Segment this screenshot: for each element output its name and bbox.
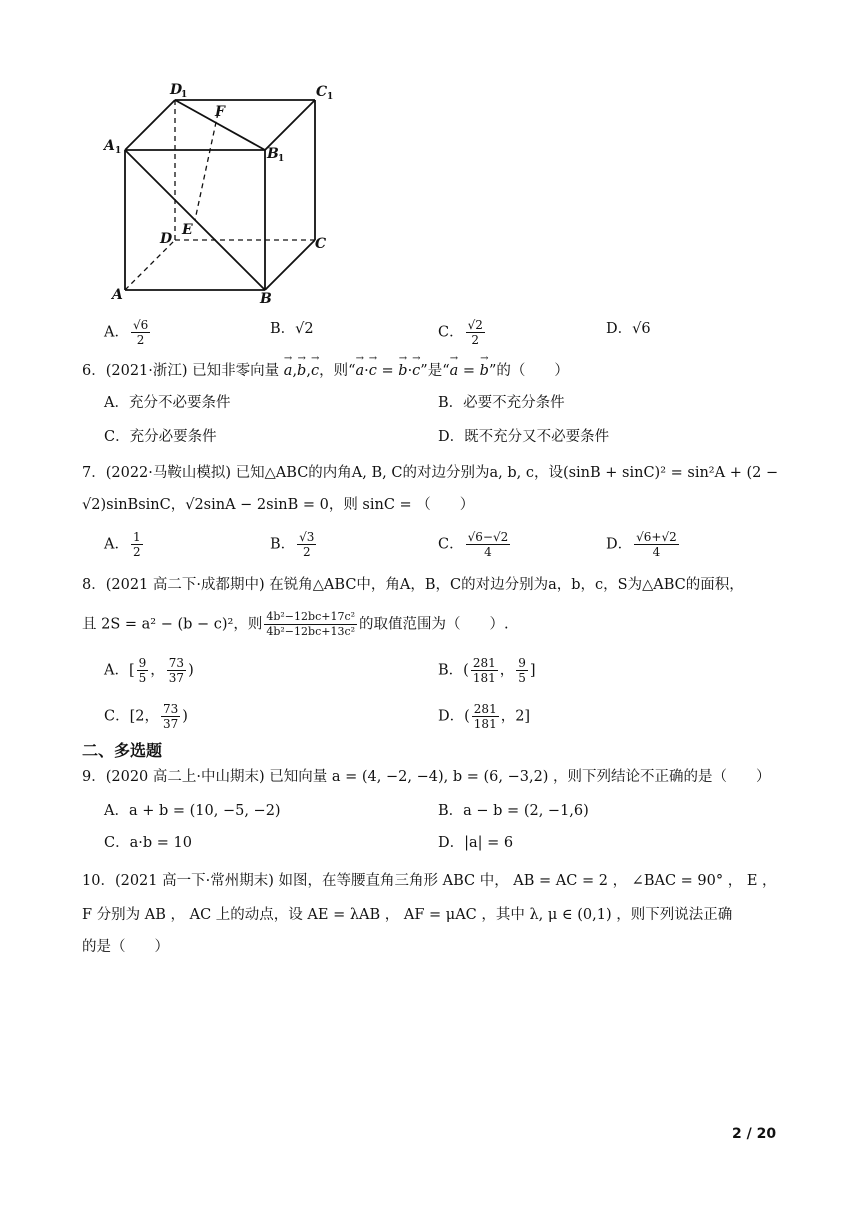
q7-stem-line2: √2)sinBsinC，√2sinA − 2sinB = 0，则 sinC = （ ） bbox=[82, 497, 475, 513]
q8-stem-line2: 且 2S = a² − (b − c)²，则 $\frac{\text{4b²−12bc+17c²}}{\text{4b²−12bc+13c²}}$ 的取值范围为（ ）. bbox=[82, 610, 509, 638]
label-b1: B bbox=[267, 146, 279, 162]
q9-option-d: D．|a| = 6 bbox=[438, 835, 514, 851]
q9-stem: 9．(2020 高二上·中山期末) 已知向量 a = (4, −2, −4), b = (6, −3,2) ，则下列结论不正确的是（ ） bbox=[82, 769, 771, 785]
q7-option-a: A． $\frac{1}{2}$ bbox=[104, 530, 141, 559]
q6-stem: 6．(2021·浙江) 已知非零向量 → a,→ b,→ c，则“→ a·→ c = → b·→ c”是“→ a = → b”的（ ） bbox=[82, 360, 569, 382]
label-c: C bbox=[315, 236, 327, 252]
q8-option-c: C．[2， $\frac{73}{37}$ ) bbox=[104, 702, 188, 731]
svg-text:1: 1 bbox=[181, 90, 188, 100]
svg-text:1: 1 bbox=[278, 154, 285, 164]
q6-option-b: B．必要不充分条件 bbox=[438, 395, 565, 411]
q5-option-b: B．√2 bbox=[270, 321, 314, 337]
q10-stem-line2: F 分别为 AB ， AC 上的动点，设 AE = λAB ， AF = μAC ，其中 λ, μ ∈ (0,1) ，则下列说法正确 bbox=[82, 907, 733, 923]
q8-option-d: D．( $\frac{281}{181}$ ，2] bbox=[438, 702, 531, 731]
label-e: E bbox=[182, 222, 193, 238]
q10-stem-line3: 的是（ ） bbox=[82, 939, 169, 955]
q8-option-a: A．[ $\frac{9}{5}$ ， $\frac{73}{37}$ ) bbox=[104, 656, 194, 685]
q8-stem-line1: 8．(2021 高二下·成都期中) 在锐角△ABC中，角A，B，C的对边分别为a，b，c，S为△ABC的面积， bbox=[82, 577, 744, 593]
q7-option-d: D． $\frac{√6+√2}{4}$ bbox=[606, 530, 677, 559]
svg-text:1: 1 bbox=[115, 146, 122, 156]
q7-option-c: C． $\frac{√6-√2}{4}$ bbox=[438, 530, 509, 559]
q7-option-b: B． $\frac{√3}{2}$ bbox=[270, 530, 315, 559]
label-c1: C bbox=[316, 84, 328, 100]
q9-option-c: C．a·b = 10 bbox=[104, 835, 192, 851]
q8-option-b: B．( $\frac{281}{181}$ ， $\frac{9}{5}$ ] bbox=[438, 656, 536, 685]
q5-option-d: D．√6 bbox=[606, 321, 651, 337]
q9-option-b: B．a − b = (2, −1,6) bbox=[438, 803, 589, 819]
label-b: B bbox=[260, 291, 272, 307]
q7-stem-line1: 7．(2022·马鞍山模拟) 已知△ABC的内角A, B, C的对边分别为a, b, c，设(sinB + sinC)² = sin²A + (2 − bbox=[82, 465, 779, 481]
q10-stem-line1: 10．(2021 高一下·常州期末) 如图，在等腰直角三角形 ABC 中， AB = AC = 2 ， ∠BAC = 90° ， E ， bbox=[82, 873, 777, 889]
section-heading: 二、多选题 bbox=[82, 741, 163, 760]
q6-option-c: C．充分必要条件 bbox=[104, 429, 217, 445]
q5-option-c: C． $\frac{√2}{2}$ bbox=[438, 318, 483, 347]
q9-option-a: A．a + b = (10, −5, −2) bbox=[104, 803, 281, 819]
svg-text:1: 1 bbox=[327, 92, 334, 102]
q6-option-a: A．充分不必要条件 bbox=[104, 395, 231, 411]
page-number: 2 / 20 bbox=[732, 1126, 777, 1142]
label-a: A bbox=[112, 287, 123, 303]
label-f: F bbox=[215, 104, 225, 120]
q5-option-a: A． $\frac{√6}{2}$ bbox=[104, 318, 149, 347]
label-d: D bbox=[160, 231, 173, 247]
label-a1: A bbox=[104, 138, 115, 154]
cube-figure bbox=[100, 78, 350, 310]
q6-option-d: D．既不充分又不必要条件 bbox=[438, 429, 610, 445]
label-d1: D bbox=[170, 82, 183, 98]
